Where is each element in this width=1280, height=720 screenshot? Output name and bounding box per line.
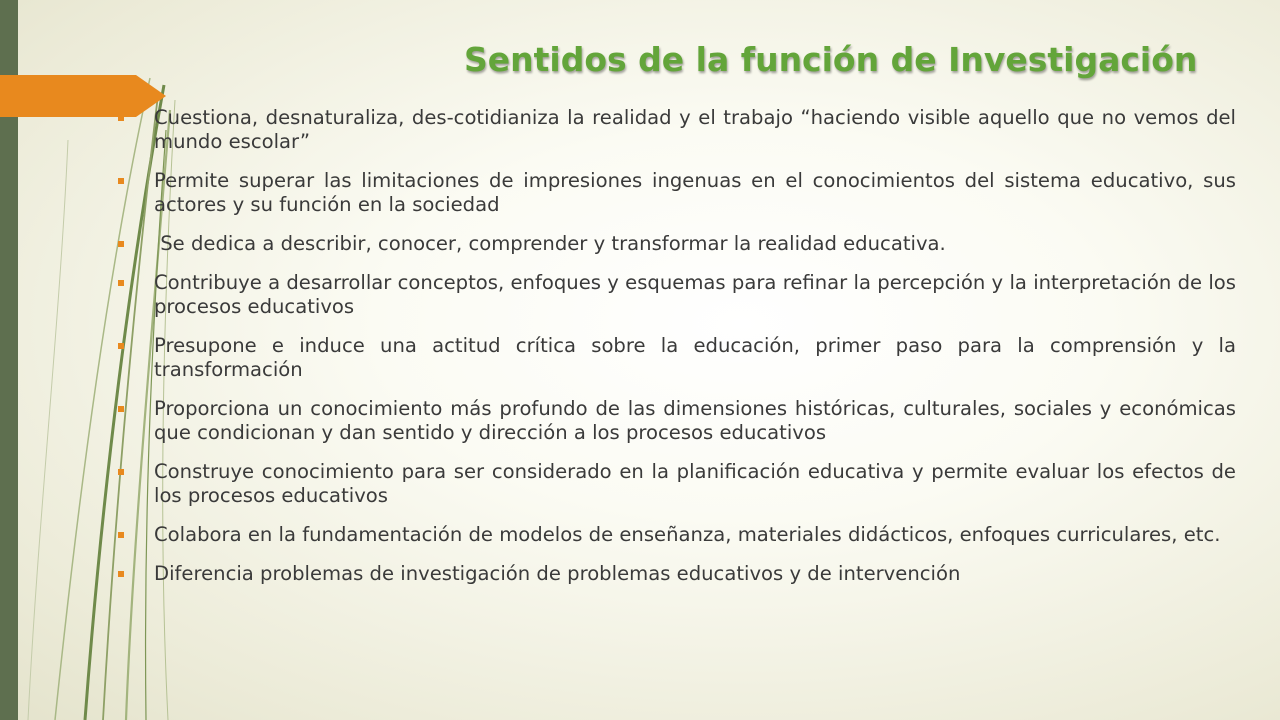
- bullet-text: Permite superar las limitaciones de impresiones ingenuas en el conocimientos del sistema educativo, sus actores y su función en la sociedad: [154, 169, 1236, 216]
- list-item: [118, 397, 1236, 445]
- square-bullet-icon: [118, 469, 124, 475]
- bullet-text: Contribuye a desarrollar conceptos, enfoques y esquemas para refinar la percepción y la interpretación de los procesos educativos: [154, 271, 1236, 318]
- square-bullet-icon: [118, 241, 124, 247]
- list-item: [118, 523, 1236, 547]
- bullet-text: Colabora en la fundamentación de modelos de enseñanza, materiales didácticos, enfoques curriculares, etc.: [154, 523, 1221, 546]
- bullet-text: Presupone e induce una actitud crítica sobre la educación, primer paso para la comprensión y la transformación: [154, 334, 1236, 381]
- list-item: [118, 232, 1236, 256]
- list-item: [118, 169, 1236, 217]
- list-item: [118, 271, 1236, 319]
- bullet-text: Diferencia problemas de investigación de problemas educativos y de intervención: [154, 562, 961, 585]
- bullet-text: Proporciona un conocimiento más profundo de las dimensiones históricas, culturales, sociales y económicas que condicionan y dan sentido y dirección a los procesos educativos: [154, 397, 1236, 444]
- square-bullet-icon: [118, 178, 124, 184]
- square-bullet-icon: [118, 280, 124, 286]
- square-bullet-icon: [118, 532, 124, 538]
- bullet-text: Cuestiona, desnaturaliza, des-cotidianiza la realidad y el trabajo “haciendo visible aquello que no vemos del mundo escolar”: [154, 106, 1236, 153]
- bullet-text: Se dedica a describir, conocer, comprender y transformar la realidad educativa.: [154, 232, 946, 255]
- list-item: [118, 334, 1236, 382]
- bullet-list: [118, 106, 1236, 586]
- list-item: [118, 106, 1236, 154]
- list-item: [118, 460, 1236, 508]
- list-item: [118, 562, 1236, 586]
- square-bullet-icon: [118, 343, 124, 349]
- bullet-text: Construye conocimiento para ser considerado en la planificación educativa y permite evaluar los efectos de los procesos educativos: [154, 460, 1236, 507]
- square-bullet-icon: [118, 571, 124, 577]
- square-bullet-icon: [118, 115, 124, 121]
- square-bullet-icon: [118, 406, 124, 412]
- slide-title: Sentidos de la función de Investigación: [464, 40, 1198, 79]
